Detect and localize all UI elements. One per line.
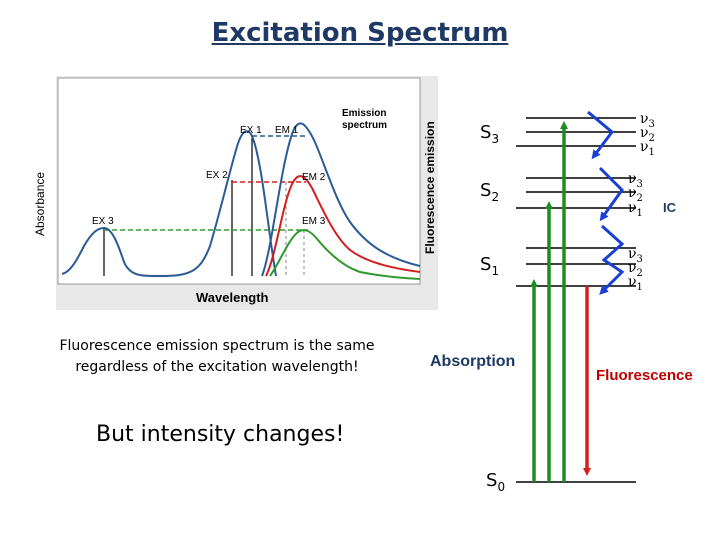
jablonski-diagram: [480, 111, 655, 494]
em3-label: EM 3: [302, 216, 326, 227]
s0-label: $S_0$: [486, 470, 506, 494]
legend-spectrum: spectrum: [342, 120, 388, 131]
ex2-label: EX 2: [206, 170, 228, 181]
ex3-label: EX 3: [92, 216, 114, 227]
em2-label: EM 2: [302, 172, 326, 183]
s3-label: $S_3$: [480, 122, 500, 146]
spectrum-panel: [33, 76, 438, 310]
s2-v3: $\nu_3$: [628, 171, 643, 190]
legend-emission: Emission: [342, 108, 387, 119]
internal-conversion-label: IC: [663, 200, 676, 215]
s1-v1: $\nu_1$: [628, 274, 643, 293]
ic-arrow-s2-s1: [602, 226, 622, 292]
s1-v2: $\nu_2$: [628, 260, 643, 279]
s1-label: $S_1$: [480, 254, 500, 278]
s2-v2: $\nu_2$: [628, 185, 643, 204]
absorption-label: Absorption: [430, 353, 516, 370]
em1-label: EM 1: [275, 125, 299, 136]
s2-label: $S_2$: [480, 180, 500, 204]
s3-v1: $\nu_1$: [640, 139, 655, 158]
ex1-label: EX 1: [240, 125, 262, 136]
y-axis-label: Absorbance: [33, 171, 47, 236]
s2-v1: $\nu_1$: [628, 200, 643, 219]
ic-arrow-s3-s2: [600, 168, 622, 218]
right-axis-label: Fluorescence emission: [423, 121, 437, 254]
s1-v3: $\nu_3$: [628, 246, 643, 265]
caption: Fluorescence emission spectrum is the same regardless of the excitation wavelength!: [59, 338, 375, 375]
s3-v3: $\nu_3$: [640, 111, 655, 130]
x-axis-label: Wavelength: [196, 290, 269, 305]
intensity-note: But intensity changes!: [96, 422, 345, 447]
page-title: Excitation Spectrum: [211, 18, 509, 48]
s3-v2: $\nu_2$: [640, 125, 655, 144]
fluorescence-label: Fluorescence: [596, 367, 693, 384]
